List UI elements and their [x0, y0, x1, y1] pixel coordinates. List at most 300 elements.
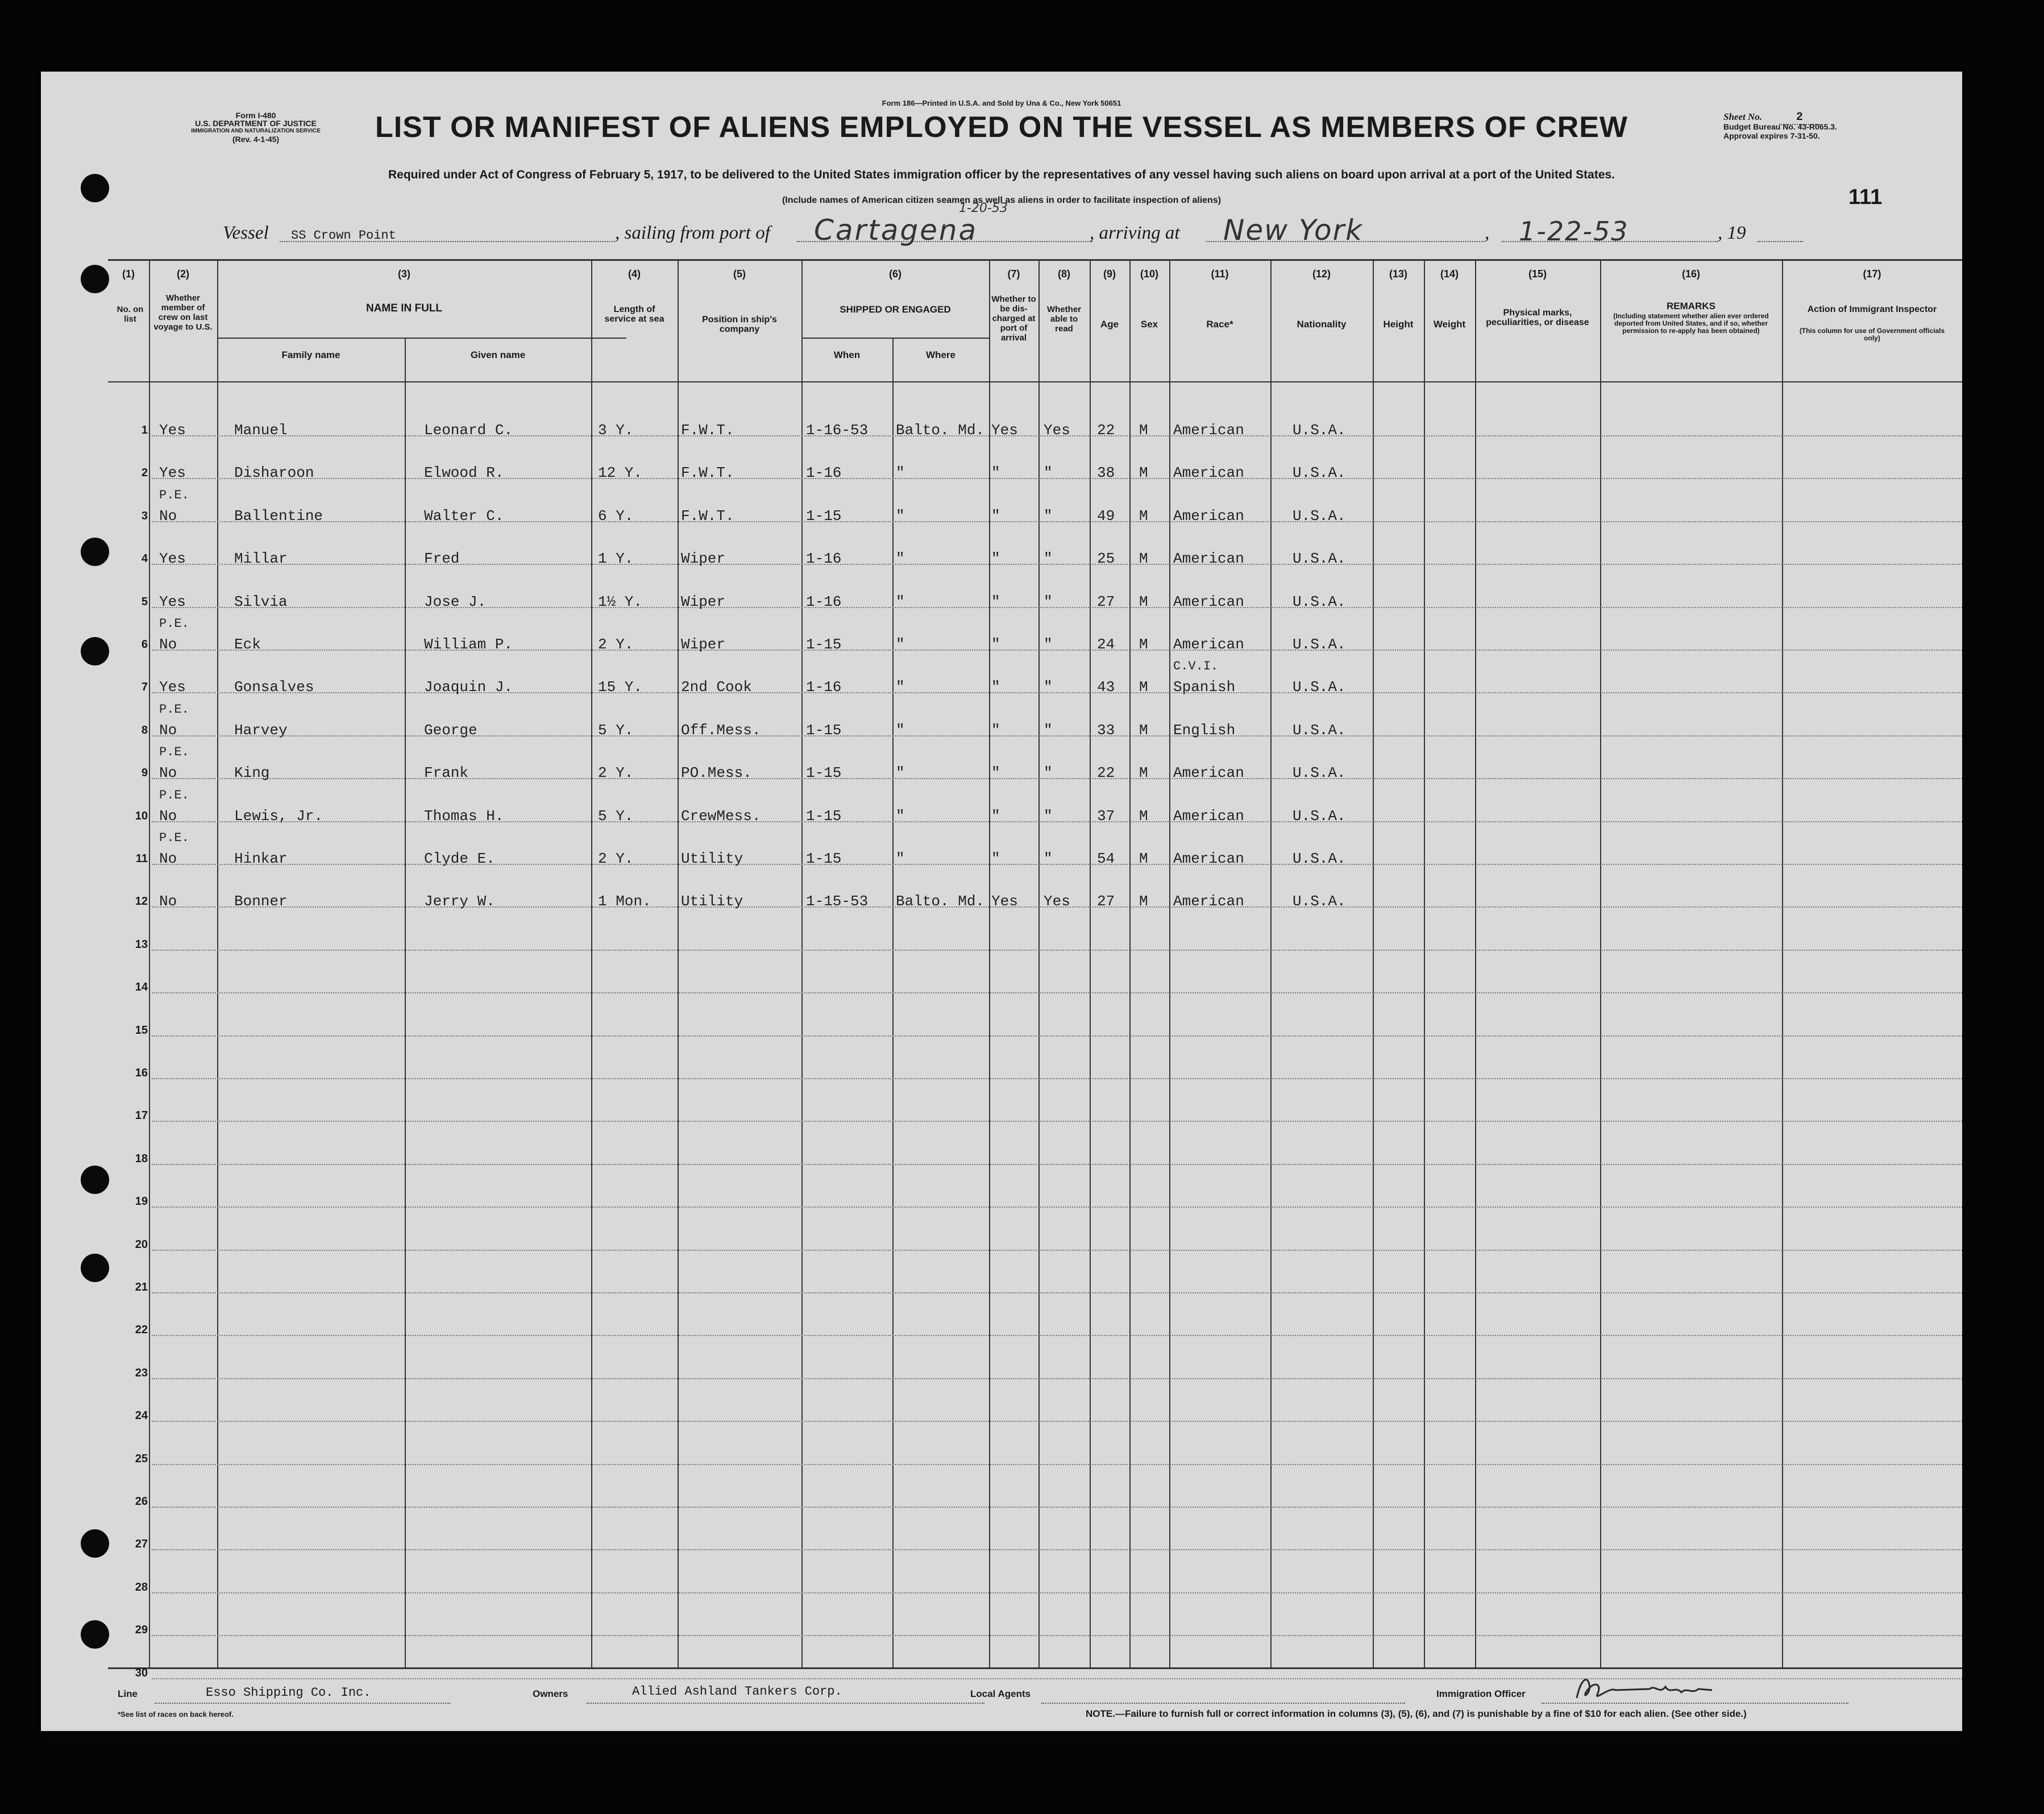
cell-where: "	[896, 721, 905, 739]
cell-prev: No	[159, 507, 177, 525]
col-number: (17)	[1863, 268, 1881, 280]
table-row	[41, 1339, 1962, 1382]
table-row	[41, 611, 1962, 654]
row-dotted-line	[152, 692, 1962, 693]
header-when: When	[833, 350, 861, 360]
header-family-name: Family name	[281, 350, 340, 360]
cell-read: "	[1044, 807, 1053, 825]
row-number: 26	[135, 1495, 148, 1508]
sailing-label: , sailing from port of	[615, 223, 770, 243]
cell-race: English	[1173, 721, 1236, 739]
table-row	[41, 1254, 1962, 1296]
row-dotted-line	[152, 521, 1962, 522]
cell-length: 5 Y.	[598, 807, 634, 825]
col-number: (14)	[1440, 268, 1459, 280]
cell-race: American	[1173, 893, 1244, 910]
cell-read: "	[1044, 764, 1053, 782]
cell-when: 1-16	[806, 550, 842, 568]
row-dotted-line	[152, 950, 1962, 951]
cell-race: American	[1173, 422, 1244, 439]
subtitle: Required under Act of Congress of February 5, 1917, to be delivered to the United States immigration officer by the representatives of any vessel having such aliens on board upon arrival at a port of the United States.	[388, 168, 1615, 181]
col-number: (15)	[1528, 268, 1547, 280]
footer-note: NOTE.—Failure to furnish full or correct information in columns (3), (5), (6), and (7) is punishable by a fine of $10 for each alien. (See other side.)	[1086, 1708, 1747, 1719]
cell-family: Ballentine	[234, 507, 323, 525]
cell-prev: No	[159, 893, 177, 910]
cell-nationality: U.S.A.	[1293, 893, 1346, 910]
table-row	[41, 868, 1962, 910]
cell-nationality: U.S.A.	[1293, 422, 1346, 439]
cell-age: 37	[1097, 807, 1115, 825]
row-dotted-line	[152, 1635, 1962, 1636]
header-position: Position in ship's company	[702, 315, 777, 334]
cell-age: 27	[1097, 893, 1115, 910]
cell-family: Bonner	[234, 893, 288, 910]
approval: Approval expires 7-31-50.	[1723, 131, 1820, 140]
cell-given: Walter C.	[424, 507, 504, 525]
row-number: 19	[135, 1195, 148, 1208]
cell-prev: Yes	[159, 679, 186, 696]
cell-when: 1-15	[806, 507, 842, 525]
row-dotted-line	[152, 607, 1962, 608]
row-number: 24	[135, 1409, 148, 1422]
cell-prev: No	[159, 850, 177, 867]
cell-age: 27	[1097, 593, 1115, 610]
table-row	[41, 825, 1962, 868]
header-shipped: SHIPPED OR ENGAGED	[840, 304, 951, 315]
cell-discharged: "	[991, 721, 1000, 739]
cell-position: F.W.T.	[681, 507, 734, 525]
row-number: 21	[135, 1281, 148, 1293]
row-dotted-line	[152, 821, 1962, 822]
cell-position: Utility	[681, 850, 743, 867]
header-remarks-note: (Including statement whether alien ever ordered deported from United States, and if so, whether permission to re-apply has been obtained)	[1613, 312, 1769, 335]
header-nationality: Nationality	[1297, 319, 1347, 330]
table-row	[41, 1511, 1962, 1553]
row-number: 30	[135, 1666, 148, 1679]
cell-family: Millar	[234, 550, 288, 568]
cell-sex: M	[1139, 679, 1148, 696]
col-number: (3)	[398, 268, 410, 280]
table-row	[41, 1468, 1962, 1511]
subtitle-note: (Include names of American citizen seamen as well as aliens in order to facilitate inspection of aliens)	[782, 195, 1222, 205]
arriving-label: , arriving at	[1090, 223, 1180, 243]
cell-where: "	[896, 807, 905, 825]
cell-age: 38	[1097, 464, 1115, 482]
table-row	[41, 1125, 1962, 1168]
table-row	[41, 739, 1962, 782]
cell-sex: M	[1139, 850, 1148, 867]
row-dotted-line	[152, 778, 1962, 779]
row-number: 8	[141, 723, 148, 737]
row-number: 23	[135, 1366, 148, 1379]
cell-length: 2 Y.	[598, 764, 634, 782]
owners-underline	[587, 1703, 984, 1704]
cell-discharged: "	[991, 636, 1000, 653]
header-read: Whether able to read	[1047, 305, 1081, 334]
cell-when: 1-16	[806, 464, 842, 482]
col-number: (6)	[889, 268, 901, 280]
header-action: Action of Immigrant Inspector	[1807, 305, 1937, 314]
cell-when: 1-15-53	[806, 893, 869, 910]
table-row	[41, 482, 1962, 525]
col-number: (12)	[1312, 268, 1331, 280]
cell-age: 22	[1097, 422, 1115, 439]
row-dotted-line	[152, 1592, 1962, 1594]
row-dotted-line	[152, 1078, 1962, 1079]
cell-sex: M	[1139, 422, 1148, 439]
cell-prev-note: P.E.	[159, 702, 189, 717]
cell-when: 1-15	[806, 807, 842, 825]
cell-discharged: "	[991, 764, 1000, 782]
table-row	[41, 397, 1962, 439]
row-dotted-line	[152, 735, 1962, 737]
col-number: (11)	[1211, 268, 1229, 280]
cell-race: American	[1173, 636, 1244, 653]
cell-position: Wiper	[681, 550, 726, 568]
cell-length: 5 Y.	[598, 721, 634, 739]
row-number: 13	[135, 938, 148, 951]
row-number: 20	[135, 1238, 148, 1251]
line-name: Esso Shipping Co. Inc.	[206, 1686, 371, 1700]
table-row	[41, 525, 1962, 568]
cell-discharged: "	[991, 593, 1000, 610]
cell-where: Balto. Md.	[896, 893, 985, 910]
cell-race: American	[1173, 764, 1244, 782]
row-dotted-line	[152, 1335, 1962, 1336]
cell-family: Gonsalves	[234, 679, 314, 696]
cell-when: 1-15	[806, 636, 842, 653]
cell-age: 22	[1097, 764, 1115, 782]
cell-position: Off.Mess.	[681, 721, 761, 739]
cell-position: PO.Mess.	[681, 764, 752, 782]
header-height: Height	[1383, 319, 1414, 330]
cell-given: William P.	[424, 636, 513, 653]
cell-prev: No	[159, 721, 177, 739]
cell-nationality: U.S.A.	[1293, 850, 1346, 867]
races-note: *See list of races on back hereof.	[118, 1710, 234, 1719]
cell-discharged: "	[991, 464, 1000, 482]
row-number: 1	[141, 424, 148, 436]
cell-position: Wiper	[681, 593, 726, 610]
year-label: , 19	[1718, 223, 1746, 243]
cell-length: 3 Y.	[598, 422, 634, 439]
header-weight: Weight	[1433, 319, 1466, 330]
cell-position: Wiper	[681, 636, 726, 653]
cell-position: CrewMess.	[681, 807, 761, 825]
header-action-note: (This column for use of Government officials only)	[1799, 327, 1945, 342]
cell-family: Silvia	[234, 593, 288, 610]
cell-position: 2nd Cook	[681, 679, 752, 696]
cell-where: "	[896, 464, 905, 482]
header-remarks: REMARKS	[1667, 301, 1715, 311]
agents-label: Local Agents	[970, 1688, 1031, 1699]
cell-discharged: Yes	[991, 422, 1018, 439]
table-row	[41, 439, 1962, 482]
line-underline	[155, 1703, 450, 1704]
cell-prev-note: P.E.	[159, 788, 189, 802]
table-row	[41, 654, 1962, 696]
cell-nationality: U.S.A.	[1293, 764, 1346, 782]
budget-bureau: Budget Bureau No. 43-R065.3.	[1723, 122, 1837, 131]
cell-read: "	[1044, 464, 1053, 482]
header-name: NAME IN FULL	[365, 302, 443, 314]
cell-where: Balto. Md.	[896, 422, 985, 439]
cell-age: 43	[1097, 679, 1115, 696]
cell-when: 1-15	[806, 764, 842, 782]
cell-read: "	[1044, 507, 1053, 525]
sheet-number: 2	[1779, 111, 1820, 125]
row-dotted-line	[152, 478, 1962, 479]
row-number: 6	[141, 638, 148, 651]
cell-discharged: Yes	[991, 893, 1018, 910]
cell-length: 1½ Y.	[598, 593, 643, 610]
cell-discharged: "	[991, 507, 1000, 525]
row-dotted-line	[152, 564, 1962, 565]
cell-race: American	[1173, 507, 1244, 525]
row-number: 5	[141, 595, 148, 608]
cell-position: F.W.T.	[681, 464, 734, 482]
row-dotted-line	[152, 1035, 1962, 1037]
cell-age: 24	[1097, 636, 1115, 653]
cell-sex: M	[1139, 593, 1148, 610]
cell-discharged: "	[991, 679, 1000, 696]
cell-length: 2 Y.	[598, 850, 634, 867]
col-number: (13)	[1389, 268, 1407, 280]
cell-length: 1 Y.	[598, 550, 634, 568]
cell-sex: M	[1139, 464, 1148, 482]
cell-prev-note: P.E.	[159, 745, 189, 760]
row-number: 27	[135, 1538, 148, 1551]
header-no: No. on list	[117, 305, 144, 324]
cell-prev: Yes	[159, 550, 186, 568]
cell-sex: M	[1139, 636, 1148, 653]
cell-discharged: "	[991, 807, 1000, 825]
table-row	[41, 783, 1962, 825]
col-number: (4)	[628, 268, 641, 280]
cell-race: American	[1173, 464, 1244, 482]
cell-age: 49	[1097, 507, 1115, 525]
table-row	[41, 1554, 1962, 1596]
cell-family: Manuel	[234, 422, 288, 439]
cell-race: American	[1173, 550, 1244, 568]
officer-signature	[1570, 1670, 1718, 1707]
printer-note: Form 186—Printed in U.S.A. and Sold by Una & Co., New York 50651	[882, 99, 1121, 107]
table-row	[41, 1296, 1962, 1339]
row-dotted-line	[152, 1421, 1962, 1422]
cell-sex: M	[1139, 807, 1148, 825]
header-sex: Sex	[1140, 319, 1158, 330]
col-number: (10)	[1140, 268, 1158, 280]
cell-family: Hinkar	[234, 850, 288, 867]
cell-discharged: "	[991, 550, 1000, 568]
cell-given: Frank	[424, 764, 469, 782]
officer-label: Immigration Officer	[1436, 1688, 1526, 1699]
cell-where: "	[896, 636, 905, 653]
row-dotted-line	[152, 1292, 1962, 1293]
owners-name: Allied Ashland Tankers Corp.	[632, 1684, 842, 1699]
cell-family: Lewis, Jr.	[234, 807, 323, 825]
year-underline	[1758, 241, 1803, 242]
cell-given: Thomas H.	[424, 807, 504, 825]
row-number: 17	[135, 1109, 148, 1122]
cell-family: Harvey	[234, 721, 288, 739]
row-number: 10	[135, 809, 148, 822]
table-row	[41, 568, 1962, 611]
cell-where: "	[896, 764, 905, 782]
row-number: 9	[141, 767, 148, 780]
row-dotted-line	[152, 1507, 1962, 1508]
cell-when: 1-15	[806, 721, 842, 739]
cell-given: Leonard C.	[424, 422, 513, 439]
col-number: (1)	[122, 268, 135, 280]
row-dotted-line	[152, 864, 1962, 865]
header-race: Race*	[1206, 319, 1233, 330]
vessel-label: Vessel	[223, 223, 269, 243]
table-row	[41, 1082, 1962, 1125]
port-date: 1-20-53	[959, 201, 1008, 215]
cell-when: 1-16-53	[806, 422, 869, 439]
cell-prev-note: P.E.	[159, 488, 189, 502]
row-number: 3	[141, 509, 148, 522]
cell-where: "	[896, 550, 905, 568]
service: IMMIGRATION AND NATURALIZATION SERVICE	[191, 128, 321, 134]
header-length: Length of service at sea	[604, 305, 664, 324]
table-row	[41, 911, 1962, 954]
row-dotted-line	[152, 992, 1962, 993]
cell-when: 1-16	[806, 679, 842, 696]
cell-prev: No	[159, 764, 177, 782]
header-age: Age	[1100, 319, 1119, 330]
cell-prev: No	[159, 807, 177, 825]
cell-when: 1-15	[806, 850, 842, 867]
cell-length: 1 Mon.	[598, 893, 651, 910]
cell-family: King	[234, 764, 270, 782]
cell-sex: M	[1139, 550, 1148, 568]
row-number: 28	[135, 1580, 148, 1594]
table-row	[41, 1168, 1962, 1210]
row-number: 11	[135, 852, 148, 865]
row-dotted-line	[152, 650, 1962, 651]
cell-family: Disharoon	[234, 464, 314, 482]
header-prev-voyage: Whether member of crew on last voyage to U.S.	[153, 293, 213, 332]
form-number: Form I-480	[235, 111, 276, 120]
cell-length: 6 Y.	[598, 507, 634, 525]
cell-read: "	[1044, 721, 1053, 739]
row-number: 25	[135, 1452, 148, 1465]
page-number: 111	[1848, 185, 1883, 209]
col-number: (2)	[177, 268, 189, 280]
cell-given: Jose J.	[424, 593, 487, 610]
table-row	[41, 1425, 1962, 1468]
table-row	[41, 1596, 1962, 1639]
cell-where: "	[896, 507, 905, 525]
row-number: 15	[135, 1024, 148, 1037]
cell-family: Eck	[234, 636, 261, 653]
col-number: (9)	[1103, 268, 1116, 280]
row-dotted-line	[152, 1206, 1962, 1208]
punch-hole	[81, 265, 109, 293]
cell-length: 2 Y.	[598, 636, 634, 653]
row-dotted-line	[152, 1464, 1962, 1465]
name-subheader-line	[217, 338, 626, 339]
row-number: 16	[135, 1067, 148, 1079]
cell-prev: Yes	[159, 464, 186, 482]
table-row	[41, 697, 1962, 739]
line-label: Line	[118, 1688, 138, 1699]
arrival-date: 1-22-53	[1519, 216, 1629, 247]
sheet-info	[1723, 113, 1837, 140]
shipped-subheader-line	[801, 338, 989, 339]
cell-read: Yes	[1044, 893, 1070, 910]
cell-prev-note: P.E.	[159, 831, 189, 845]
comma: ,	[1485, 223, 1490, 243]
cell-nationality: U.S.A.	[1293, 507, 1346, 525]
arriving-port: New York	[1223, 214, 1364, 247]
col-number: (5)	[733, 268, 746, 280]
row-dotted-line	[152, 1378, 1962, 1379]
row-number: 22	[135, 1324, 148, 1337]
cell-read: "	[1044, 550, 1053, 568]
row-number: 14	[135, 981, 148, 994]
cell-position: F.W.T.	[681, 422, 734, 439]
cell-race: Spanish	[1173, 679, 1236, 696]
cell-read: Yes	[1044, 422, 1070, 439]
row-number: 29	[135, 1624, 148, 1637]
cell-race-note: C.V.I.	[1173, 659, 1219, 674]
revision: (Rev. 4-1-45)	[232, 135, 280, 144]
cell-nationality: U.S.A.	[1293, 550, 1346, 568]
sheet-label: Sheet No.	[1723, 111, 1762, 122]
row-number: 2	[141, 467, 148, 480]
cell-length: 12 Y.	[598, 464, 643, 482]
port-from: Cartagena	[814, 214, 978, 247]
cell-sex: M	[1139, 764, 1148, 782]
cell-read: "	[1044, 850, 1053, 867]
cell-where: "	[896, 850, 905, 867]
header-physical: Physical marks, peculiarities, or disease	[1486, 308, 1589, 327]
page-title: LIST OR MANIFEST OF ALIENS EMPLOYED ON THE VESSEL AS MEMBERS OF CREW	[375, 111, 1628, 144]
cell-sex: M	[1139, 507, 1148, 525]
cell-nationality: U.S.A.	[1293, 464, 1346, 482]
cell-when: 1-16	[806, 593, 842, 610]
department: U.S. DEPARTMENT OF JUSTICE	[195, 119, 317, 128]
header-given-name: Given name	[470, 350, 526, 360]
table-row	[41, 1211, 1962, 1254]
cell-given: Clyde E.	[424, 850, 495, 867]
cell-position: Utility	[681, 893, 743, 910]
row-dotted-line	[152, 1250, 1962, 1251]
cell-given: Elwood R.	[424, 464, 504, 482]
table-top-border	[108, 259, 1962, 261]
cell-race: American	[1173, 593, 1244, 610]
cell-read: "	[1044, 679, 1053, 696]
table-row	[41, 997, 1962, 1039]
cell-read: "	[1044, 636, 1053, 653]
header-bottom-border	[108, 381, 1962, 382]
cell-length: 15 Y.	[598, 679, 643, 696]
cell-age: 33	[1097, 721, 1115, 739]
cell-given: Fred	[424, 550, 460, 568]
row-dotted-line	[152, 1164, 1962, 1165]
cell-sex: M	[1139, 721, 1148, 739]
cell-race: American	[1173, 807, 1244, 825]
table-row	[41, 1382, 1962, 1425]
row-number: 12	[135, 895, 148, 908]
cell-given: Joaquin J.	[424, 679, 513, 696]
cell-nationality: U.S.A.	[1293, 636, 1346, 653]
vessel-name: SS Crown Point	[291, 228, 396, 243]
cell-read: "	[1044, 593, 1053, 610]
